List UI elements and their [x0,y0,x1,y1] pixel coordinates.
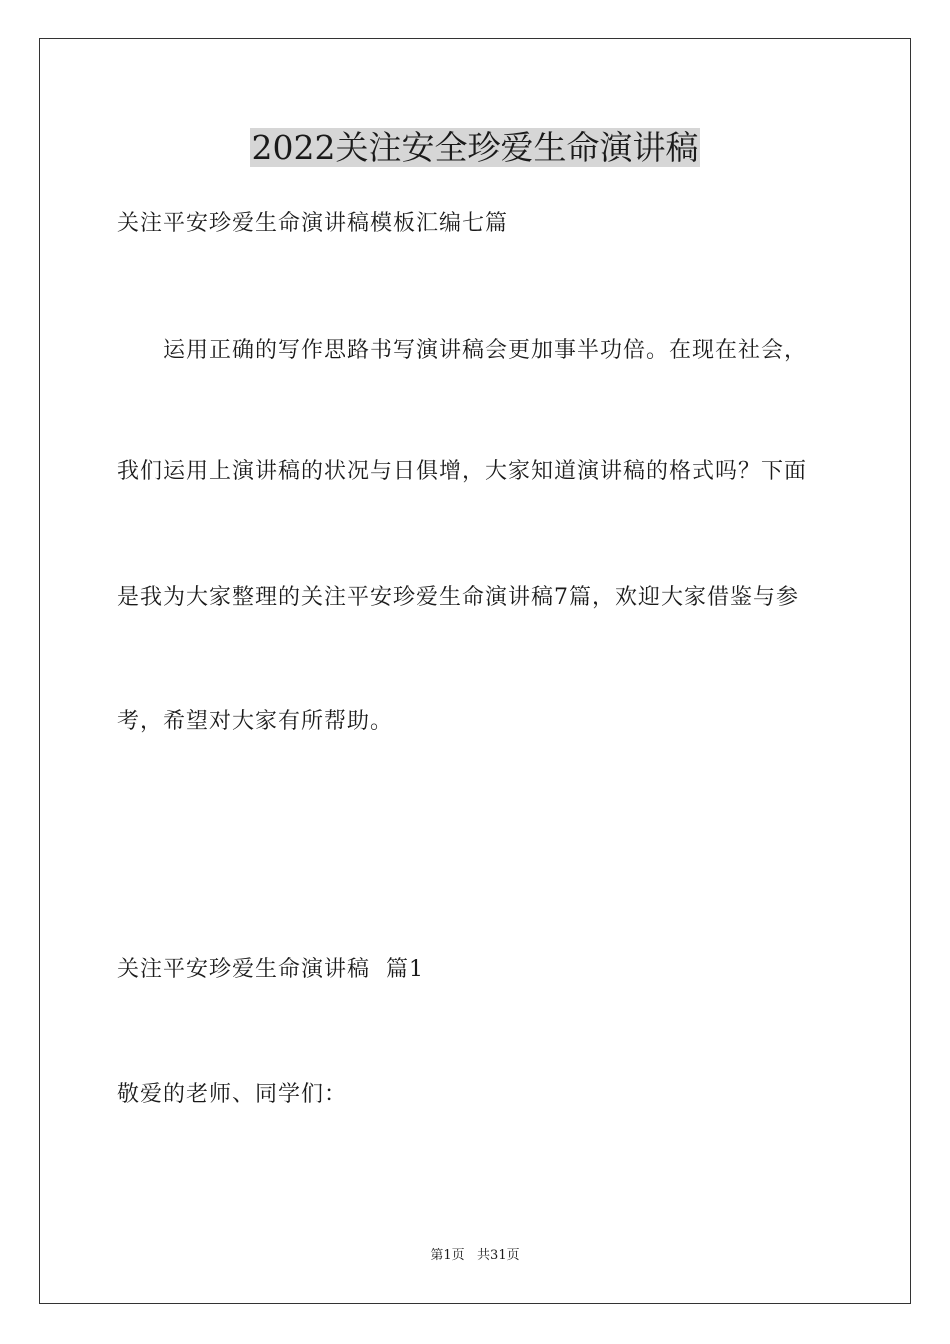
page-number-footer: 第1页 共31页 [430,1248,520,1263]
intro-line-3: 是我为大家整理的关注平安珍爱生命演讲稿7篇，欢迎大家借鉴与参 [117,585,799,610]
section-heading: 关注平安珍爱生命演讲稿 篇1 [117,957,424,982]
salutation: 敬爱的老师、同学们： [117,1082,348,1107]
intro-line-1: 运用正确的写作思路书写演讲稿会更加事半功倍。在现在社会， [163,338,808,363]
document-subtitle: 关注平安珍爱生命演讲稿模板汇编七篇 [117,211,509,236]
document-title [0,126,950,170]
intro-line-4: 考，希望对大家有所帮助。 [117,709,394,734]
document-title-text: 2022关注安全珍爱生命演讲稿 [251,128,699,167]
intro-line-2: 我们运用上演讲稿的状况与日俱增，大家知道演讲稿的格式吗？下面 [117,459,808,484]
